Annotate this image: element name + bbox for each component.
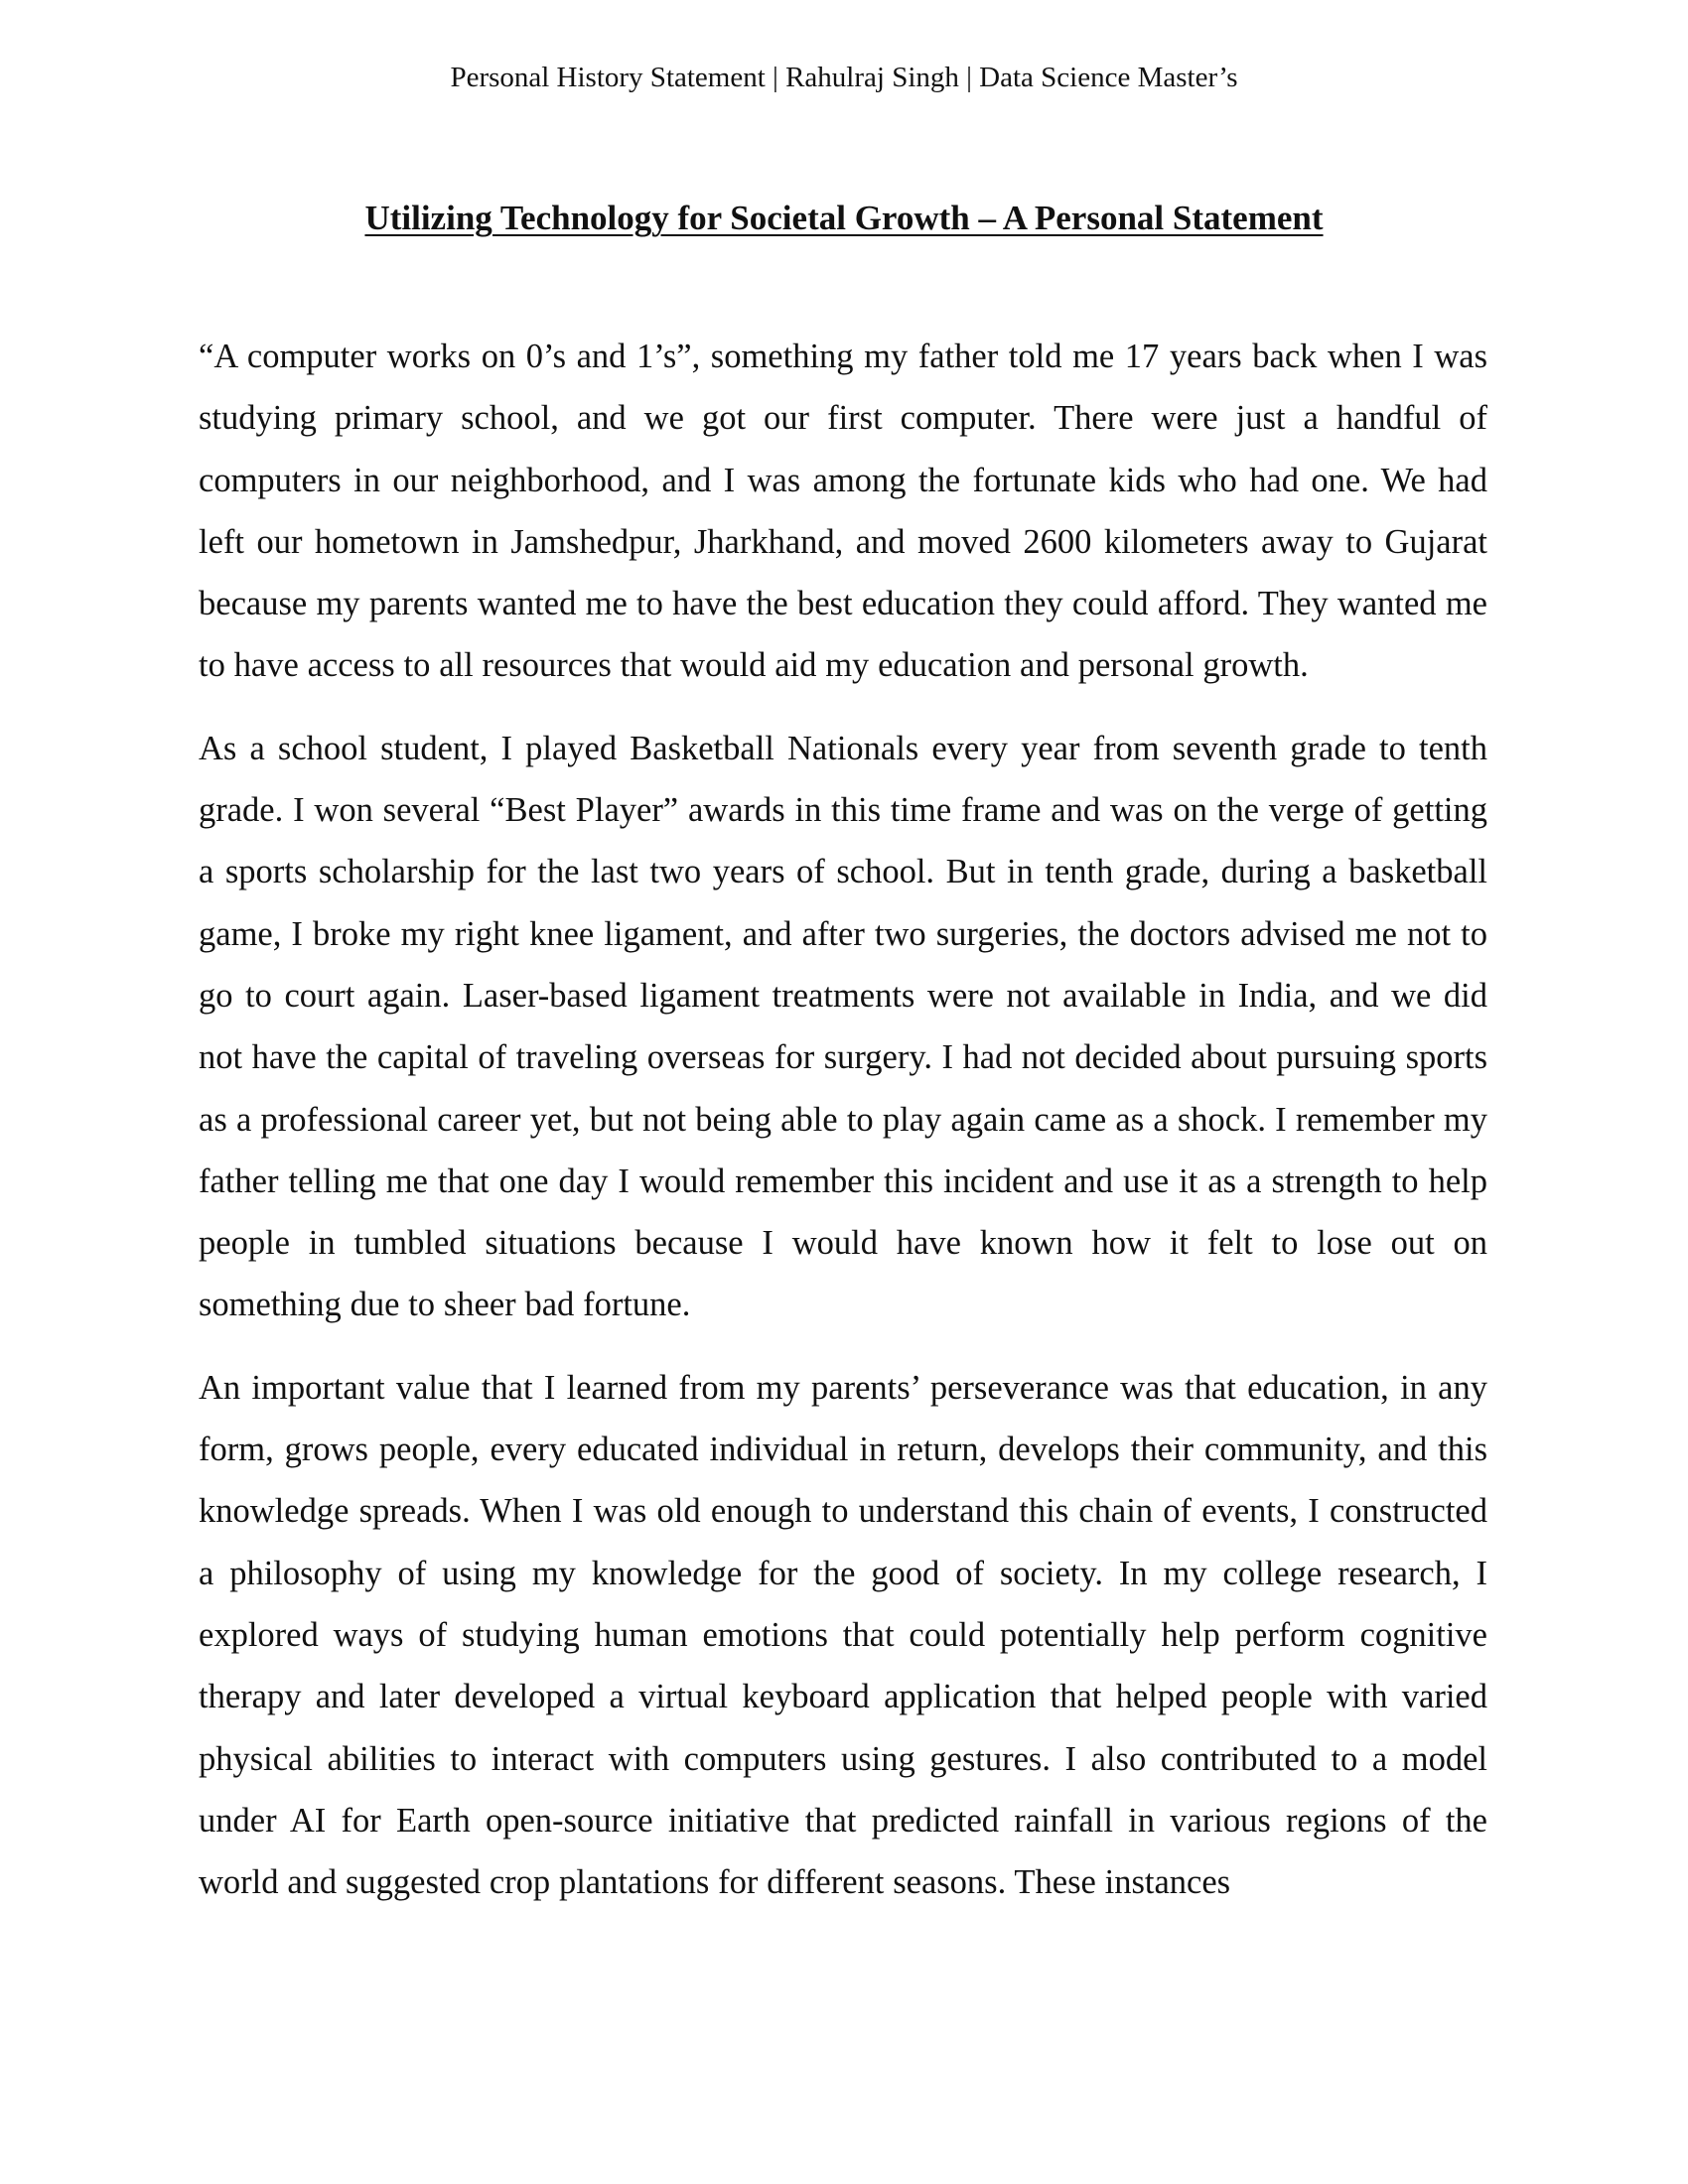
document-title: Utilizing Technology for Societal Growth – A Personal Statement	[364, 199, 1324, 237]
paragraph-basketball: As a school student, I played Basketball Nationals every year from seventh grade to tenth grade. I won several “Best Player” awards in this time frame and was on the verge of getting a sports scholarship for the last two years of school. But in tenth grade, during a basketball game, I broke my right knee ligament, and after two surgeries, the doctors advised me not to go to court again. Laser-based ligament treatments were not available in India, and we did not have the capital of traveling overseas for surgery. I had not decided about pursuing sports as a professional career yet, but not being able to play again came as a shock. I remember my father telling me that one day I would remember this incident and use it as a strength to help people in tumbled situations because I would have known how it felt to lose out on something due to sheer bad fortune.	[199, 729, 1487, 1324]
running-header: Personal History Statement | Rahulraj Singh | Data Science Master’s	[450, 62, 1238, 93]
paragraph-education-values: An important value that I learned from my parents’ perseverance was that education, in any form, grows people, every educated individual in return, develops their community, and this knowledge spreads. When I was old enough to understand this chain of events, I constructed a philosophy of using my knowledge for the good of society. In my college research, I explored ways of studying human emotions that could potentially help perform cognitive therapy and later developed a virtual keyboard application that helped people with varied physical abilities to interact with computers using gestures. I also contributed to a model under AI for Earth open-source initiative that predicted rainfall in various regions of the world and suggested crop plantations for different seasons. These instances	[199, 1368, 1487, 1902]
paragraph-childhood: “A computer works on 0’s and 1’s”, something my father told me 17 years back when I was studying primary school, and we got our first computer. There were just a handful of computers in our neighborhood, and I was among the fortunate kids who had one. We had left our hometown in Jamshedpur, Jharkhand, and moved 2600 kilometers away to Gujarat because my parents wanted me to have the best education they could afford. They wanted me to have access to all resources that would aid my education and personal growth.	[199, 338, 1487, 685]
document-body	[199, 326, 1487, 1934]
